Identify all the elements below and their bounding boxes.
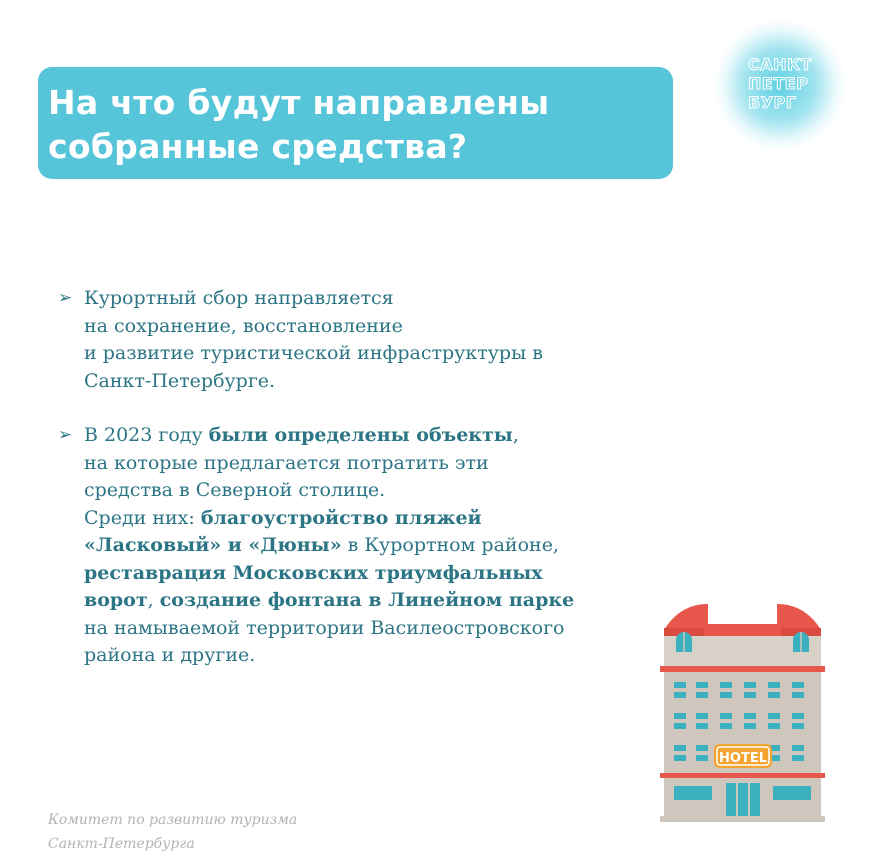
bullet-2-text: В 2023 году [84, 424, 209, 446]
logo-line-2: ПЕТЕР [748, 74, 809, 93]
bullet-1-line-3: и развитие туристической инфраструктуры в [84, 342, 543, 364]
logo-text [748, 55, 818, 112]
footer-organization [48, 808, 297, 856]
hotel-sign-text: HOTEL [719, 751, 767, 766]
bullet-1-line-1: Курортный сбор направляется [84, 287, 394, 309]
bullet-2-line-1 [84, 422, 618, 450]
bullet-2-text: , [147, 589, 160, 611]
bullet-2-text: в Курортном районе, [341, 534, 559, 556]
title-banner [38, 67, 673, 179]
city-logo-icon [715, 20, 845, 150]
arrow-bullet-icon: ➢ [58, 288, 73, 308]
title-line-1: На что будут направлены [48, 83, 550, 122]
bullet-item-2 [58, 422, 618, 670]
hotel-icon [660, 600, 825, 822]
bullet-2-bold: реставрация Московских триумфальных [84, 561, 543, 584]
bullet-1-line-4: Санкт-Петербурге. [84, 369, 276, 392]
logo-line-3: БУРГ [748, 93, 797, 112]
bullet-2-line-3: средства в Северной столице. [84, 479, 386, 501]
bullet-2-line-7 [84, 587, 618, 615]
arrow-bullet-icon: ➢ [58, 425, 73, 445]
bullet-2-bold: благоустройство пляжей [200, 506, 482, 529]
bullet-2-line-6 [84, 560, 618, 588]
footer-line-1: Комитет по развитию туризма [48, 812, 298, 828]
bullet-2-line-8: на намываемой территории Василеостровского [84, 616, 565, 639]
bullet-2-bold: были определены объекты [208, 424, 513, 446]
logo-line-1: САНКТ [748, 55, 813, 74]
bullet-2-line-5 [84, 532, 618, 560]
footer-line-2: Санкт-Петербурга [48, 836, 195, 852]
bullet-2-line-4 [84, 505, 618, 533]
bullet-2-text: , [512, 424, 519, 446]
page-title [48, 81, 648, 169]
bullet-2-bold: «Ласковый» и «Дюны» [84, 534, 342, 556]
bullet-2-text: Среди них: [84, 506, 201, 529]
title-line-2: собранные средства? [48, 127, 468, 166]
bullet-1-line-2: на сохранение, восстановление [84, 314, 403, 337]
bullet-2-line-2: на которые предлагается потратить эти [84, 451, 489, 474]
bullet-list [58, 285, 618, 697]
bullet-2-bold: создание фонтана в Линейном парке [159, 589, 575, 611]
bullet-2-bold: ворот [84, 589, 148, 611]
bullet-item-1 [58, 285, 618, 395]
bullet-2-line-9: района и другие. [84, 644, 256, 666]
